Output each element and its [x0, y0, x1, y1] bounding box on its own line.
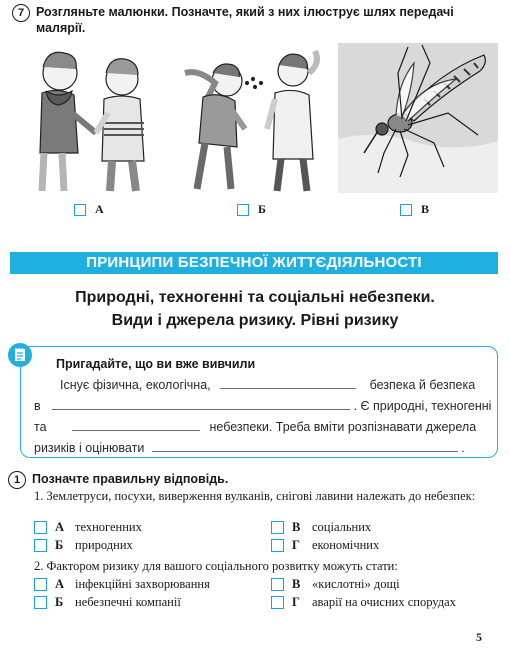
fill-in-blank[interactable]	[220, 377, 356, 389]
task-7-question: Розгляньте малюнки. Позначте, який з них ілюструє шлях передачі малярії.	[36, 5, 454, 35]
notepad-icon	[8, 343, 32, 367]
sneezing-drawing	[175, 43, 335, 193]
fill-in-blank[interactable]	[72, 419, 200, 431]
checkbox-icon[interactable]	[271, 521, 284, 534]
checkbox-icon[interactable]	[271, 539, 284, 552]
mosquito-drawing	[338, 43, 498, 193]
reminder-line-1: Існує фізична, екологічна, безпека й безпека	[60, 378, 476, 392]
q1-option-d[interactable]: Г економічних	[271, 538, 379, 553]
reminder-line-3: та небезпеки. Треба вміти розпізнавати джерела	[34, 420, 477, 434]
task-7-option-c[interactable]: В	[400, 202, 429, 217]
q2-option-b[interactable]: Б небезпечні компанії	[34, 595, 181, 610]
page-number: 5	[476, 630, 482, 644]
q2-option-d[interactable]: Г аварії на очисних спорудах	[271, 595, 456, 610]
lesson-title-line-1: Природні, техногенні та соціальні небезпеки.	[75, 289, 435, 306]
reminder-heading: Пригадайте, що ви вже вивчили	[56, 357, 256, 371]
reminder-line-4: ризиків і оцінювати .	[34, 441, 465, 455]
illustration-handshake	[12, 43, 172, 193]
handshake-drawing	[12, 43, 172, 193]
q1-option-c[interactable]: В соціальних	[271, 520, 371, 535]
task-number-badge: 7	[12, 4, 30, 22]
q1-option-b[interactable]: Б природних	[34, 538, 133, 553]
checkbox-icon[interactable]	[400, 204, 412, 216]
checkbox-icon[interactable]	[34, 539, 47, 552]
task-7-option-b[interactable]: Б	[237, 202, 266, 217]
q1-option-a[interactable]: А техногенних	[34, 520, 142, 535]
q2-option-c[interactable]: В «кислотні» дощі	[271, 577, 400, 592]
section-banner: ПРИНЦИПИ БЕЗПЕЧНОЇ ЖИТТЄДІЯЛЬНОСТІ	[10, 252, 498, 274]
lesson-title-line-2: Види і джерела ризику. Рівні ризику	[111, 312, 399, 329]
checkbox-icon[interactable]	[34, 578, 47, 591]
task-7-option-a[interactable]: А	[74, 202, 104, 217]
illustration-sneezing	[175, 43, 335, 193]
checkbox-icon[interactable]	[74, 204, 86, 216]
fill-in-blank[interactable]	[52, 398, 350, 410]
task-1-instruction: Позначте правильну відповідь.	[32, 472, 229, 486]
illustration-mosquito	[338, 43, 498, 193]
checkbox-icon[interactable]	[271, 596, 284, 609]
q2-option-a[interactable]: А інфекційні захворювання	[34, 577, 210, 592]
fill-in-blank[interactable]	[152, 440, 458, 452]
checkbox-icon[interactable]	[34, 596, 47, 609]
reminder-line-2: в . Є природні, техногенні	[34, 399, 492, 413]
question-2-text: 2. Фактором ризику для вашого соціального розвитку можуть стати:	[34, 559, 398, 573]
checkbox-icon[interactable]	[271, 578, 284, 591]
checkbox-icon[interactable]	[237, 204, 249, 216]
task-number-badge: 1	[8, 471, 26, 489]
checkbox-icon[interactable]	[34, 521, 47, 534]
question-1-text: 1. Землетруси, посухи, виверження вулканів, снігові лавини належать до небезпек:	[34, 489, 476, 503]
